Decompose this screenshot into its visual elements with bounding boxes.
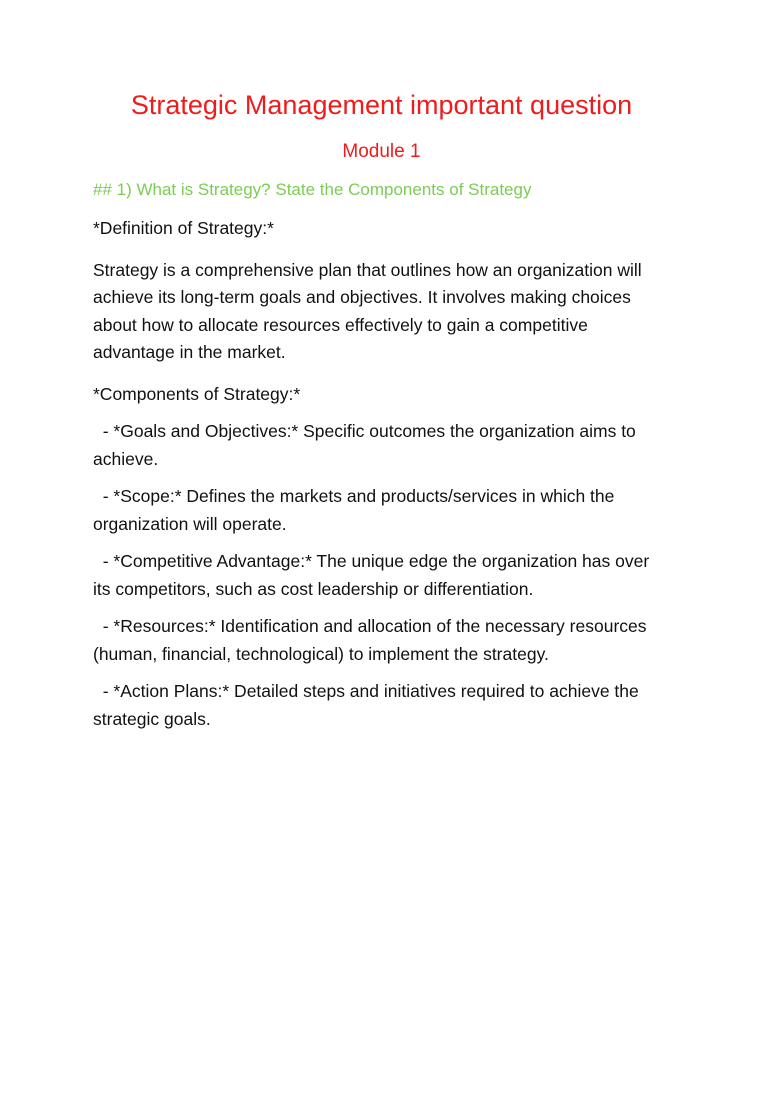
- list-item-prefix: -: [93, 551, 114, 571]
- list-item-text: Specific outcomes the organization aims to achieve.: [93, 421, 636, 469]
- definition-text: Strategy is a comprehensive plan that outlines how an organization will achieve its long-term goals and objectives. It involves making choices about how to allocate resources effectively to gain a competitive advantage in the market.: [93, 259, 642, 362]
- component-item-scope: [93, 483, 670, 538]
- list-item-label: *Resources:*: [113, 616, 216, 636]
- list-item-label: *Action Plans:*: [113, 681, 230, 701]
- list-item-label: *Scope:*: [113, 486, 182, 506]
- list-item-prefix: -: [93, 421, 114, 441]
- question-heading: ## 1) What is Strategy? State the Components of Strategy: [93, 180, 532, 199]
- list-item-text: Identification and allocation of the necessary resources (human, financial, technological) to implement the strategy.: [93, 616, 647, 664]
- components-label: *Components of Strategy:*: [93, 383, 301, 404]
- component-item-action-plans: [93, 678, 670, 733]
- list-item-text: Detailed steps and initiatives required to achieve the strategic goals.: [93, 681, 639, 729]
- list-item-text: Defines the markets and products/services in which the organization will operate.: [93, 486, 615, 534]
- definition-label: *Definition of Strategy:*: [93, 218, 274, 238]
- list-item-prefix: -: [93, 681, 114, 701]
- component-item-goals: [93, 418, 670, 473]
- list-item-label: *Competitive Advantage:*: [113, 551, 312, 571]
- component-item-competitive-advantage: [93, 548, 670, 603]
- component-item-resources: [93, 613, 670, 668]
- list-item-prefix: -: [93, 486, 114, 506]
- page-title: Strategic Management important question: [130, 90, 633, 120]
- list-item-label: *Goals and Objectives:*: [113, 421, 299, 441]
- document-page: [0, 88, 768, 1112]
- module-heading: Module 1: [342, 141, 421, 162]
- list-item-text: The unique edge the organization has over its competitors, such as cost leadership or differentiation.: [93, 551, 650, 599]
- list-item-prefix: -: [93, 616, 114, 636]
